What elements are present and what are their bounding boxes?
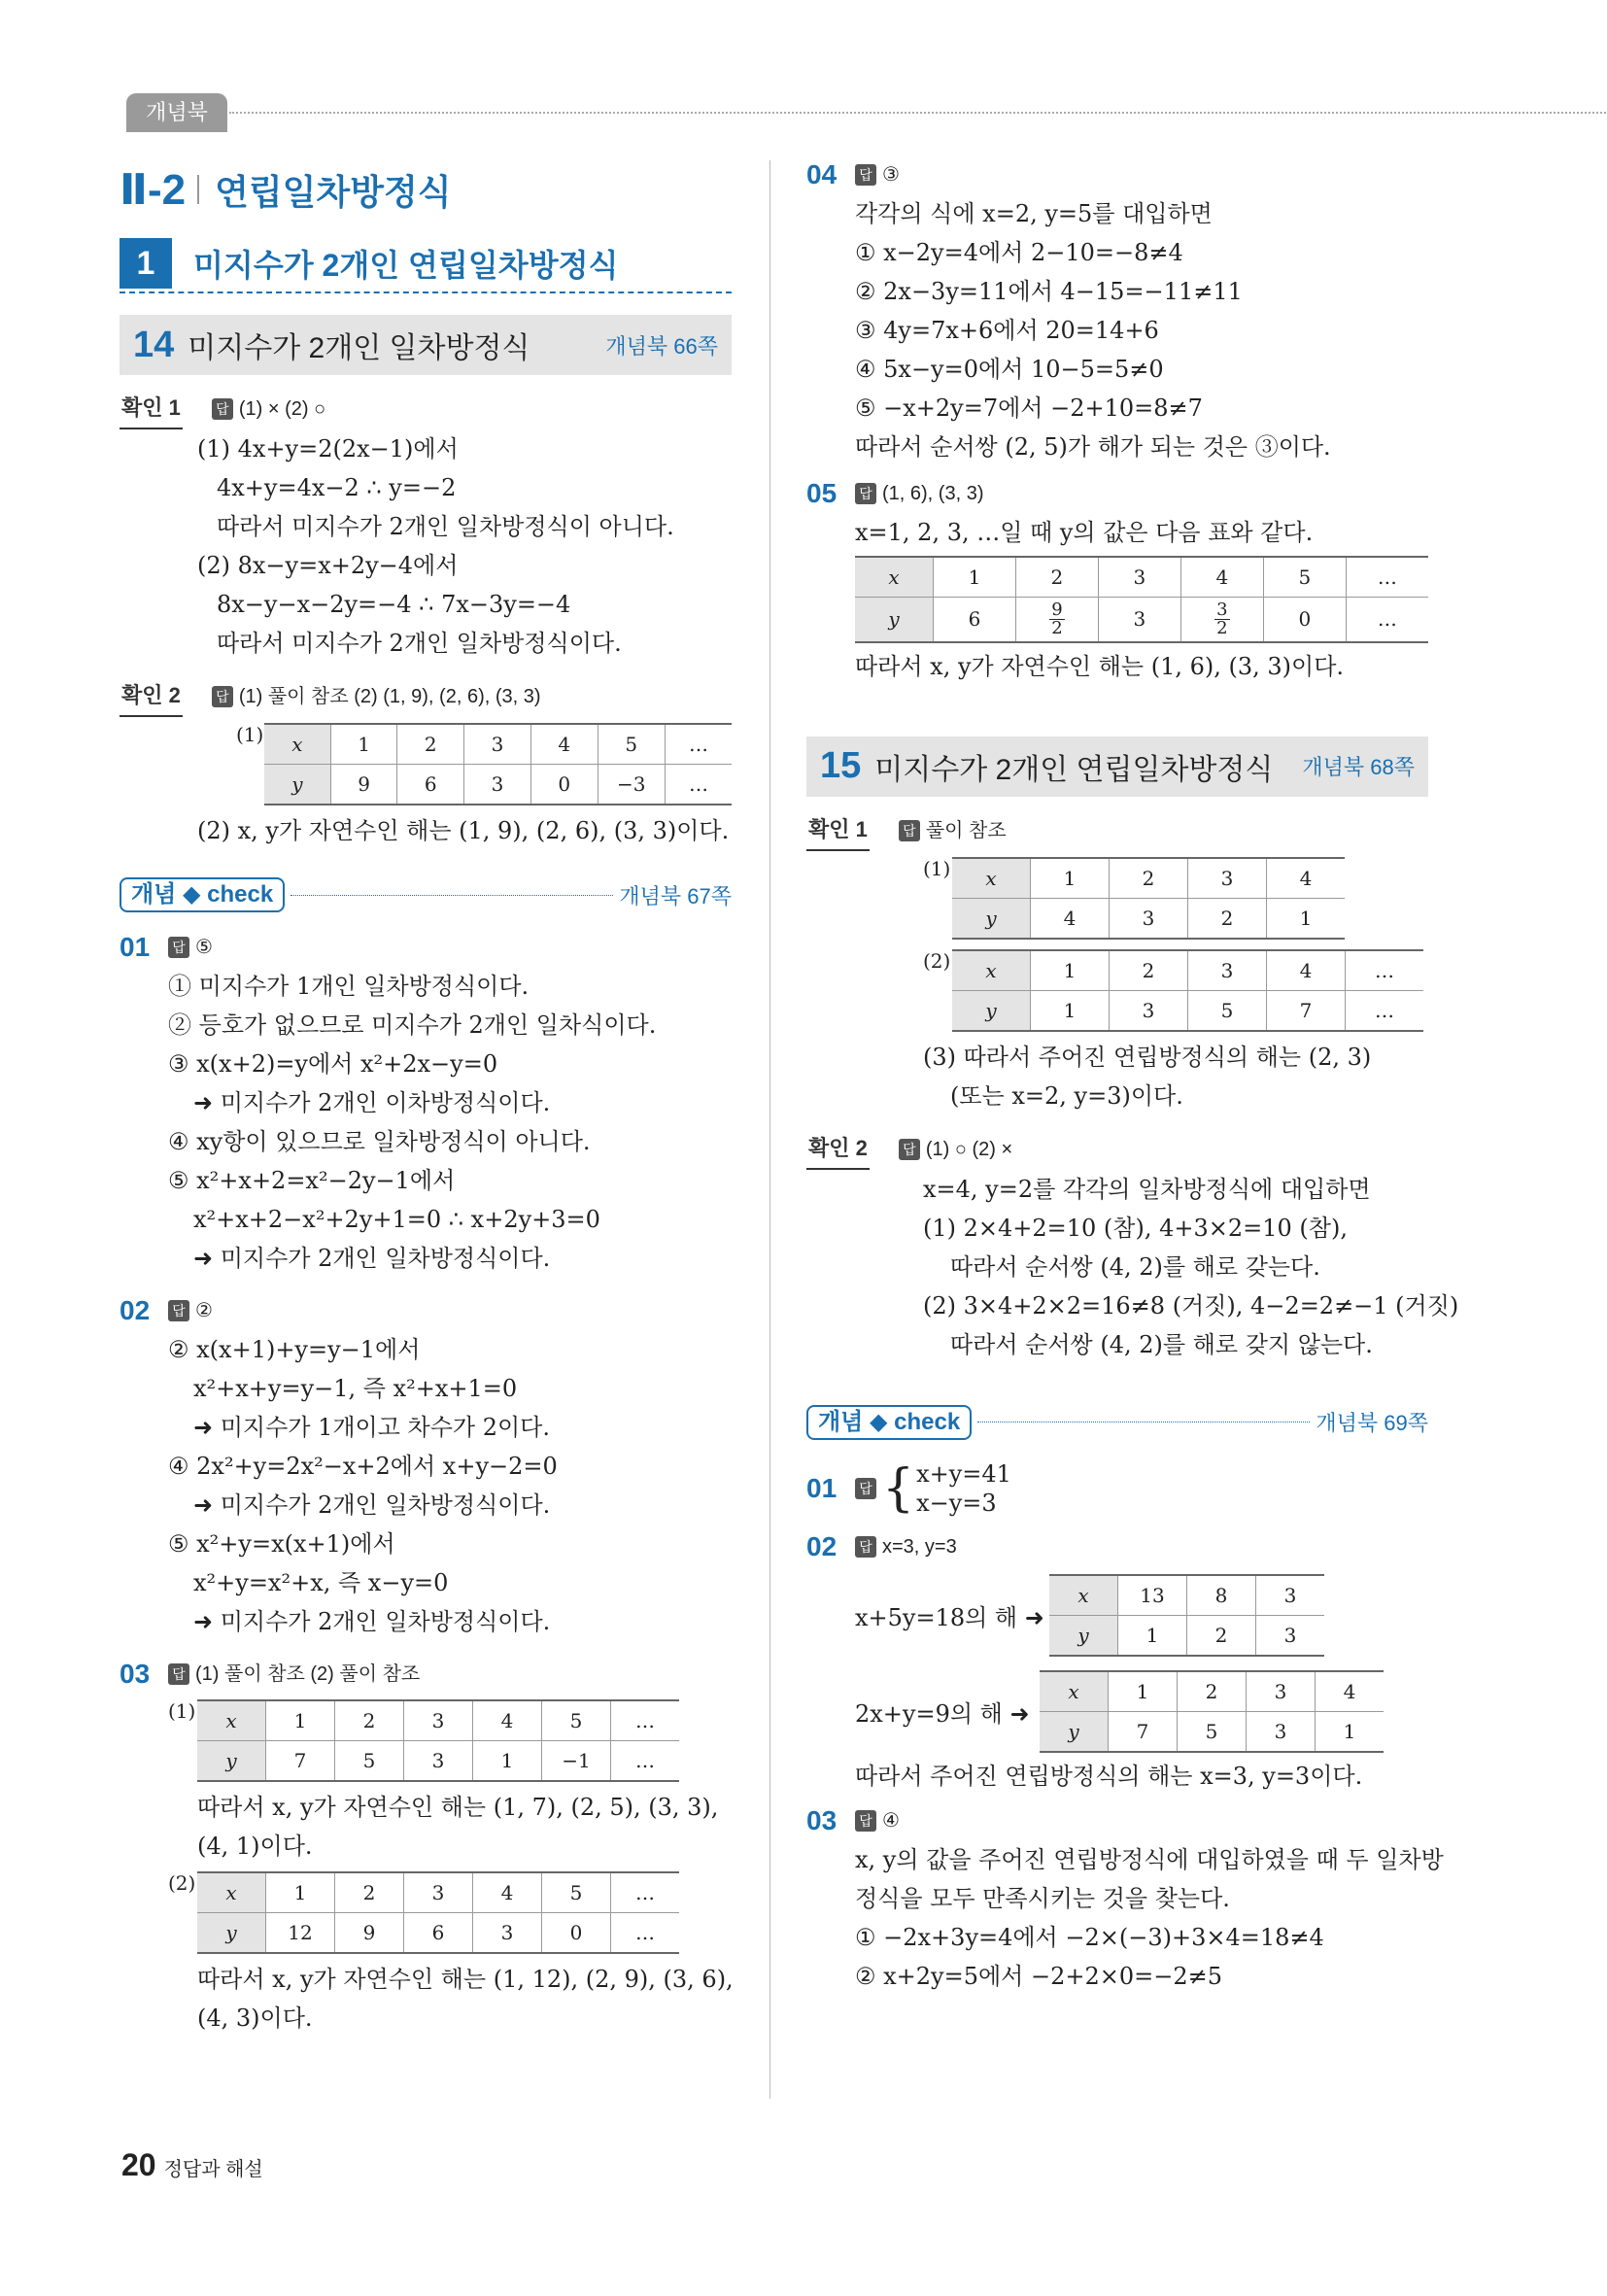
solution-line: ② 등호가 없으므로 미지수가 2개인 일차식이다.: [168, 1011, 657, 1039]
chapter-divider: [197, 175, 199, 204]
table-cell: 5: [542, 1700, 611, 1741]
table-cell: y: [264, 765, 330, 805]
left-column: [120, 155, 732, 2038]
confirm-label: 확인 2: [806, 1129, 870, 1170]
solution-line: ⑤ x²+x+2=x²−2y−1에서: [168, 1167, 456, 1194]
topic-number: 14: [133, 324, 175, 365]
table-cell: 1: [1031, 858, 1110, 899]
chapter-heading: [120, 155, 732, 223]
topic-14-heading: [120, 315, 732, 375]
solution-line: 따라서 순서쌍 (4, 2)를 해로 갖지 않는다.: [950, 1330, 1373, 1358]
solution-line: 따라서 순서쌍 (2, 5)가 해가 되는 것은 ③이다.: [855, 433, 1331, 461]
table-cell: x: [952, 950, 1031, 991]
table-cell: 7: [1267, 990, 1346, 1031]
answer-text: (1) × (2) ○: [238, 398, 326, 420]
solution-line: 4x+y=4x−2 ∴ y=−2: [217, 474, 457, 501]
answer-icon: 답: [899, 1139, 920, 1160]
solution-line: (4, 3)이다.: [197, 2005, 313, 2032]
table-cell: 3: [1188, 950, 1267, 991]
table-cell: 5: [1263, 557, 1346, 598]
table-cell: 3: [404, 1700, 473, 1741]
answer-icon: 답: [855, 483, 876, 504]
confirm-label: 확인 1: [806, 810, 870, 851]
solution-line: ① x−2y=4에서 2−10=−8≠4: [855, 239, 1183, 266]
problem-number: 02: [806, 1530, 838, 1561]
solution-line: ➜ 미지수가 2개인 일차방정식이다.: [193, 1608, 551, 1635]
chapter-number: Ⅱ-2: [120, 165, 187, 214]
solution-line: 따라서 미지수가 2개인 일차방정식이 아니다.: [217, 513, 674, 540]
table-cell: 6: [404, 1913, 473, 1954]
problem-number: 05: [806, 478, 838, 508]
topic-title: 미지수가 2개인 연립일차방정식: [874, 753, 1274, 786]
solution-line: ② x+2y=5에서 −2+2×0=−2≠5: [855, 1962, 1222, 1990]
table-cell: 4: [1316, 1671, 1385, 1712]
solution-line: 각각의 식에 x=2, y=5를 대입하면: [855, 200, 1213, 227]
confirm-label: 확인 2: [120, 676, 183, 717]
table-cell: 1: [1109, 1671, 1178, 1712]
table-cell: 2: [1110, 858, 1188, 899]
table-cell: 3: [1247, 1671, 1316, 1712]
answer-icon: 답: [855, 1478, 876, 1499]
table-label: (2): [168, 1871, 196, 1895]
solution-line: 따라서 주어진 연립방정식의 해는 x=3, y=3이다.: [855, 1762, 1363, 1790]
solution-line: (2) 3×4+2×2=16≠8 (거짓), 4−2=2≠−1 (거짓): [923, 1291, 1459, 1319]
header-tab: 개념북: [126, 93, 227, 132]
problem-number: 03: [806, 1804, 838, 1835]
table-cell: 7: [1109, 1711, 1178, 1752]
table-cell: 1: [266, 1872, 335, 1913]
table-cell: y: [197, 1913, 266, 1954]
table-cell: 5: [1188, 990, 1267, 1031]
chapter-title: 연립일차방정식: [215, 171, 452, 212]
table-cell: x: [952, 858, 1031, 899]
confirm-14-1: [120, 389, 732, 663]
problem-q03: [806, 1801, 1444, 1996]
answer-text: x=3, y=3: [882, 1535, 957, 1558]
topic-number: 15: [820, 745, 862, 786]
table-cell: 13: [1118, 1575, 1187, 1616]
solution-line: (3) 따라서 주어진 연립방정식의 해는 (2, 3): [923, 1043, 1372, 1071]
table-cell: 5: [598, 724, 665, 765]
table-cell: …: [665, 724, 732, 765]
table-cell: 3: [404, 1872, 473, 1913]
table-label: (2): [923, 948, 951, 973]
table-cell: 1: [1031, 950, 1110, 991]
answer-icon: 답: [168, 1300, 189, 1321]
problem-q02: [806, 1527, 1428, 1796]
table-cell: 2: [1110, 950, 1188, 991]
table-cell: 1: [330, 724, 397, 765]
topic-title: 미지수가 2개인 일차방정식: [188, 332, 530, 364]
concept-check-rule: [291, 895, 613, 896]
answer-icon: 답: [212, 686, 233, 707]
table-cell: 3: [464, 724, 531, 765]
page-footer: [121, 2147, 263, 2183]
table-cell: 4: [1267, 950, 1346, 991]
answer-icon: 답: [855, 164, 876, 186]
column-divider: [769, 160, 770, 2099]
solution-line: 따라서 순서쌍 (4, 2)를 해로 갖는다.: [950, 1252, 1320, 1281]
answer-text: ④: [882, 1809, 900, 1832]
table-cell: x: [1040, 1671, 1109, 1712]
solution-line: 정식을 모두 만족시키는 것을 찾는다.: [855, 1884, 1230, 1912]
table-cell: x: [1049, 1575, 1118, 1616]
solution-line: ④ 5x−y=0에서 10−5=5≠0: [855, 356, 1164, 383]
table-cell: …: [1346, 950, 1424, 991]
solution-line: 따라서 미지수가 2개인 일차방정식이다.: [217, 630, 622, 657]
problem-number: 01: [806, 1472, 838, 1503]
table-cell: 0: [542, 1913, 611, 1954]
answer-text: ③: [882, 164, 900, 186]
table-cell: 1: [1031, 990, 1110, 1031]
topic-page-ref: 개념북 68쪽: [1302, 755, 1415, 779]
table-cell: 3: [1188, 858, 1267, 899]
table-cell: 5: [1178, 1711, 1247, 1752]
solution-line: ➜ 미지수가 1개이고 차수가 2이다.: [193, 1414, 551, 1441]
table-cell: 1: [934, 557, 1016, 598]
table-cell: 4: [473, 1872, 542, 1913]
table-cell: 9: [335, 1913, 404, 1954]
solution-table: [264, 723, 732, 805]
solution-line: (또는 x=2, y=3)이다.: [950, 1081, 1183, 1110]
confirm-15-2: [806, 1129, 1459, 1364]
solution-line: ① −2x+3y=4에서 −2×(−3)+3×4=18≠4: [855, 1923, 1324, 1951]
answer-text: (1) 풀이 참조 (2) 풀이 참조: [195, 1663, 421, 1685]
topic-15-heading: [806, 737, 1428, 797]
table-cell: …: [1346, 557, 1428, 598]
table-cell: 3: [473, 1913, 542, 1954]
table-cell: 1: [1118, 1615, 1187, 1656]
table-cell: x: [197, 1872, 266, 1913]
solution-table: [855, 556, 1428, 643]
concept-check-1: [120, 875, 732, 914]
fraction-cell: $\frac{9}{2}$: [1015, 598, 1098, 642]
table-label: (1): [236, 723, 264, 746]
solution-line: (2) x, y가 자연수인 해는 (1, 9), (2, 6), (3, 3)이다.: [197, 817, 730, 844]
page-number: 20: [121, 2147, 156, 2182]
brace-icon: {: [882, 1458, 915, 1518]
solution-table: [1040, 1670, 1384, 1753]
table-cell: y: [952, 898, 1031, 939]
solution-line: 8x−y−x−2y=−4 ∴ 7x−3y=−4: [217, 591, 571, 618]
concept-check-ref: 개념북 67쪽: [619, 883, 732, 908]
solution-line: x+5y=18의 해 ➜: [855, 1603, 1044, 1631]
solution-line: ➜ 미지수가 2개인 일차방정식이다.: [193, 1491, 551, 1519]
answer-icon: 답: [855, 1536, 876, 1558]
solution-line: ① 미지수가 1개인 일차방정식이다.: [168, 973, 530, 1000]
table-label: (1): [923, 856, 951, 880]
solution-table: [952, 857, 1345, 940]
section-title: 미지수가 2개인 연립일차방정식: [193, 248, 619, 283]
table-cell: 0: [1263, 598, 1346, 642]
table-cell: 3: [464, 765, 531, 805]
table-cell: 9: [330, 765, 397, 805]
table-cell: 2: [1188, 898, 1267, 939]
concept-check-label: 개념 ◆ check: [806, 1405, 972, 1440]
problem-02: [120, 1291, 732, 1641]
solution-line: ④ xy항이 있으므로 일차방정식이 아니다.: [168, 1128, 591, 1155]
table-cell: …: [611, 1913, 680, 1954]
table-cell: 4: [530, 724, 598, 765]
solution-line: 2x+y=9의 해 ➜: [855, 1699, 1030, 1728]
table-cell: …: [611, 1872, 680, 1913]
answer-icon: 답: [168, 1663, 189, 1685]
table-cell: x: [264, 724, 330, 765]
table-cell: 0: [530, 765, 598, 805]
solution-table: [1049, 1574, 1324, 1657]
table-cell: 3: [1098, 598, 1180, 642]
solution-line: 따라서 x, y가 자연수인 해는 (1, 12), (2, 9), (3, 6),: [197, 1966, 734, 1993]
answer-text: ⑤: [195, 937, 213, 958]
fraction-cell: $\frac{3}{2}$: [1180, 598, 1263, 642]
solution-line: ➜ 미지수가 2개인 이차방정식이다.: [193, 1089, 551, 1116]
section-number: 1: [120, 238, 172, 289]
solution-line: ③ x(x+2)=y에서 x²+2x−y=0: [168, 1050, 498, 1078]
equation: x−y=3: [916, 1489, 997, 1517]
table-cell: y: [855, 598, 934, 642]
answer-text: 풀이 참조: [925, 819, 1007, 841]
table-cell: −1: [542, 1741, 611, 1782]
table-cell: …: [1346, 598, 1428, 642]
table-cell: 3: [404, 1741, 473, 1782]
problem-number: 02: [120, 1295, 151, 1325]
table-cell: 3: [1256, 1615, 1325, 1656]
solution-line: (4, 1)이다.: [197, 1833, 313, 1860]
table-cell: …: [611, 1700, 680, 1741]
problem-03: [120, 1655, 732, 2038]
confirm-15-1: [806, 810, 1428, 1115]
table-cell: y: [1049, 1615, 1118, 1656]
table-cell: 3: [1110, 898, 1188, 939]
solution-line: ② 2x−3y=11에서 4−15=−11≠11: [855, 278, 1243, 305]
problem-number: 04: [806, 159, 838, 189]
equation: x+y=41: [916, 1459, 1011, 1488]
answer-text: (1, 6), (3, 3): [882, 483, 984, 504]
solution-line: x, y의 값을 주어진 연립방정식에 대입하였을 때 두 일차방: [855, 1845, 1444, 1873]
table-cell: 1: [266, 1700, 335, 1741]
solution-line: ④ 2x²+y=2x²−x+2에서 x+y−2=0: [168, 1453, 558, 1480]
solution-line: x²+x+y=y−1, 즉 x²+x+1=0: [193, 1375, 518, 1402]
table-cell: 4: [1180, 557, 1263, 598]
topic-page-ref: 개념북 66쪽: [605, 333, 718, 359]
right-column: [806, 155, 1459, 1996]
answer-icon: 답: [855, 1810, 876, 1832]
solution-line: ② x(x+1)+y=y−1에서: [168, 1336, 421, 1363]
solution-line: (2) 8x−y=x+2y−4에서: [197, 552, 459, 579]
problem-05: [806, 474, 1428, 686]
table-cell: 1: [1267, 898, 1346, 939]
answer-text: (1) ○ (2) ×: [925, 1138, 1013, 1160]
confirm-14-2: [120, 676, 732, 850]
table-cell: 3: [1247, 1711, 1316, 1752]
table-cell: …: [1346, 990, 1424, 1031]
solution-line: (1) 4x+y=2(2x−1)에서: [197, 435, 459, 463]
solution-line: x²+y=x²+x, 즉 x−y=0: [193, 1569, 449, 1596]
table-cell: 2: [335, 1872, 404, 1913]
solution-line: x=1, 2, 3, …일 때 y의 값은 다음 표와 같다.: [855, 519, 1314, 546]
table-cell: 3: [1110, 990, 1188, 1031]
solution-table: [197, 1871, 679, 1954]
problem-number: 03: [120, 1659, 151, 1689]
table-cell: 5: [335, 1741, 404, 1782]
table-cell: −3: [598, 765, 665, 805]
problem-q01: [806, 1459, 1428, 1518]
table-cell: 8: [1187, 1575, 1256, 1616]
table-cell: 1: [1316, 1711, 1385, 1752]
concept-check-2: [806, 1403, 1428, 1442]
answer-icon: 답: [168, 937, 189, 958]
solution-line: ③ 4y=7x+6에서 20=14+6: [855, 317, 1159, 344]
table-cell: 2: [335, 1700, 404, 1741]
table-cell: …: [665, 765, 732, 805]
concept-check-label: 개념 ◆ check: [120, 877, 285, 912]
table-cell: 6: [397, 765, 464, 805]
table-cell: 2: [1178, 1671, 1247, 1712]
table-cell: 2: [397, 724, 464, 765]
table-cell: y: [952, 990, 1031, 1031]
solution-line: 따라서 x, y가 자연수인 해는 (1, 7), (2, 5), (3, 3),: [197, 1794, 719, 1821]
table-cell: 5: [542, 1872, 611, 1913]
table-cell: 3: [1098, 557, 1180, 598]
footer-title: 정답과 해설: [163, 2159, 263, 2180]
solution-table: [952, 949, 1423, 1032]
solution-line: x²+x+2−x²+2y+1=0 ∴ x+2y+3=0: [193, 1206, 600, 1233]
table-cell: 1: [473, 1741, 542, 1782]
table-cell: 6: [934, 598, 1016, 642]
table-cell: x: [197, 1700, 266, 1741]
answer-icon: 답: [212, 398, 233, 420]
table-cell: 2: [1187, 1615, 1256, 1656]
confirm-label: 확인 1: [120, 389, 183, 429]
answer-text: (1) 풀이 참조 (2) (1, 9), (2, 6), (3, 3): [238, 686, 541, 707]
answer-icon: 답: [899, 820, 920, 841]
problem-number: 01: [120, 932, 151, 962]
table-cell: 7: [266, 1741, 335, 1782]
section-heading: [120, 235, 732, 293]
concept-check-ref: 개념북 69쪽: [1316, 1411, 1428, 1435]
table-cell: 2: [1015, 557, 1098, 598]
solution-line: ➜ 미지수가 2개인 일차방정식이다.: [193, 1245, 551, 1272]
solution-line: 따라서 x, y가 자연수인 해는 (1, 6), (3, 3)이다.: [855, 652, 1345, 680]
table-label: (1): [168, 1699, 196, 1723]
solution-line: ⑤ x²+y=x(x+1)에서: [168, 1530, 395, 1558]
table-cell: y: [197, 1741, 266, 1782]
table-cell: 4: [473, 1700, 542, 1741]
table-cell: 4: [1267, 858, 1346, 899]
table-cell: y: [1040, 1711, 1109, 1752]
solution-line: ⑤ −x+2y=7에서 −2+10=8≠7: [855, 394, 1203, 422]
header-rule: [229, 112, 1607, 114]
table-cell: 4: [1031, 898, 1110, 939]
table-cell: 12: [266, 1913, 335, 1954]
solution-line: x=4, y=2를 각각의 일차방정식에 대입하면: [923, 1175, 1371, 1203]
problem-01: [120, 928, 732, 1278]
solution-line: (1) 2×4+2=10 (참), 4+3×2=10 (참),: [923, 1214, 1348, 1242]
equation-system: [882, 1459, 1011, 1518]
solution-table: [197, 1699, 679, 1782]
table-cell: x: [855, 557, 934, 598]
answer-text: ②: [195, 1300, 213, 1321]
table-cell: 3: [1256, 1575, 1325, 1616]
problem-04: [806, 155, 1428, 466]
table-cell: …: [611, 1741, 680, 1782]
